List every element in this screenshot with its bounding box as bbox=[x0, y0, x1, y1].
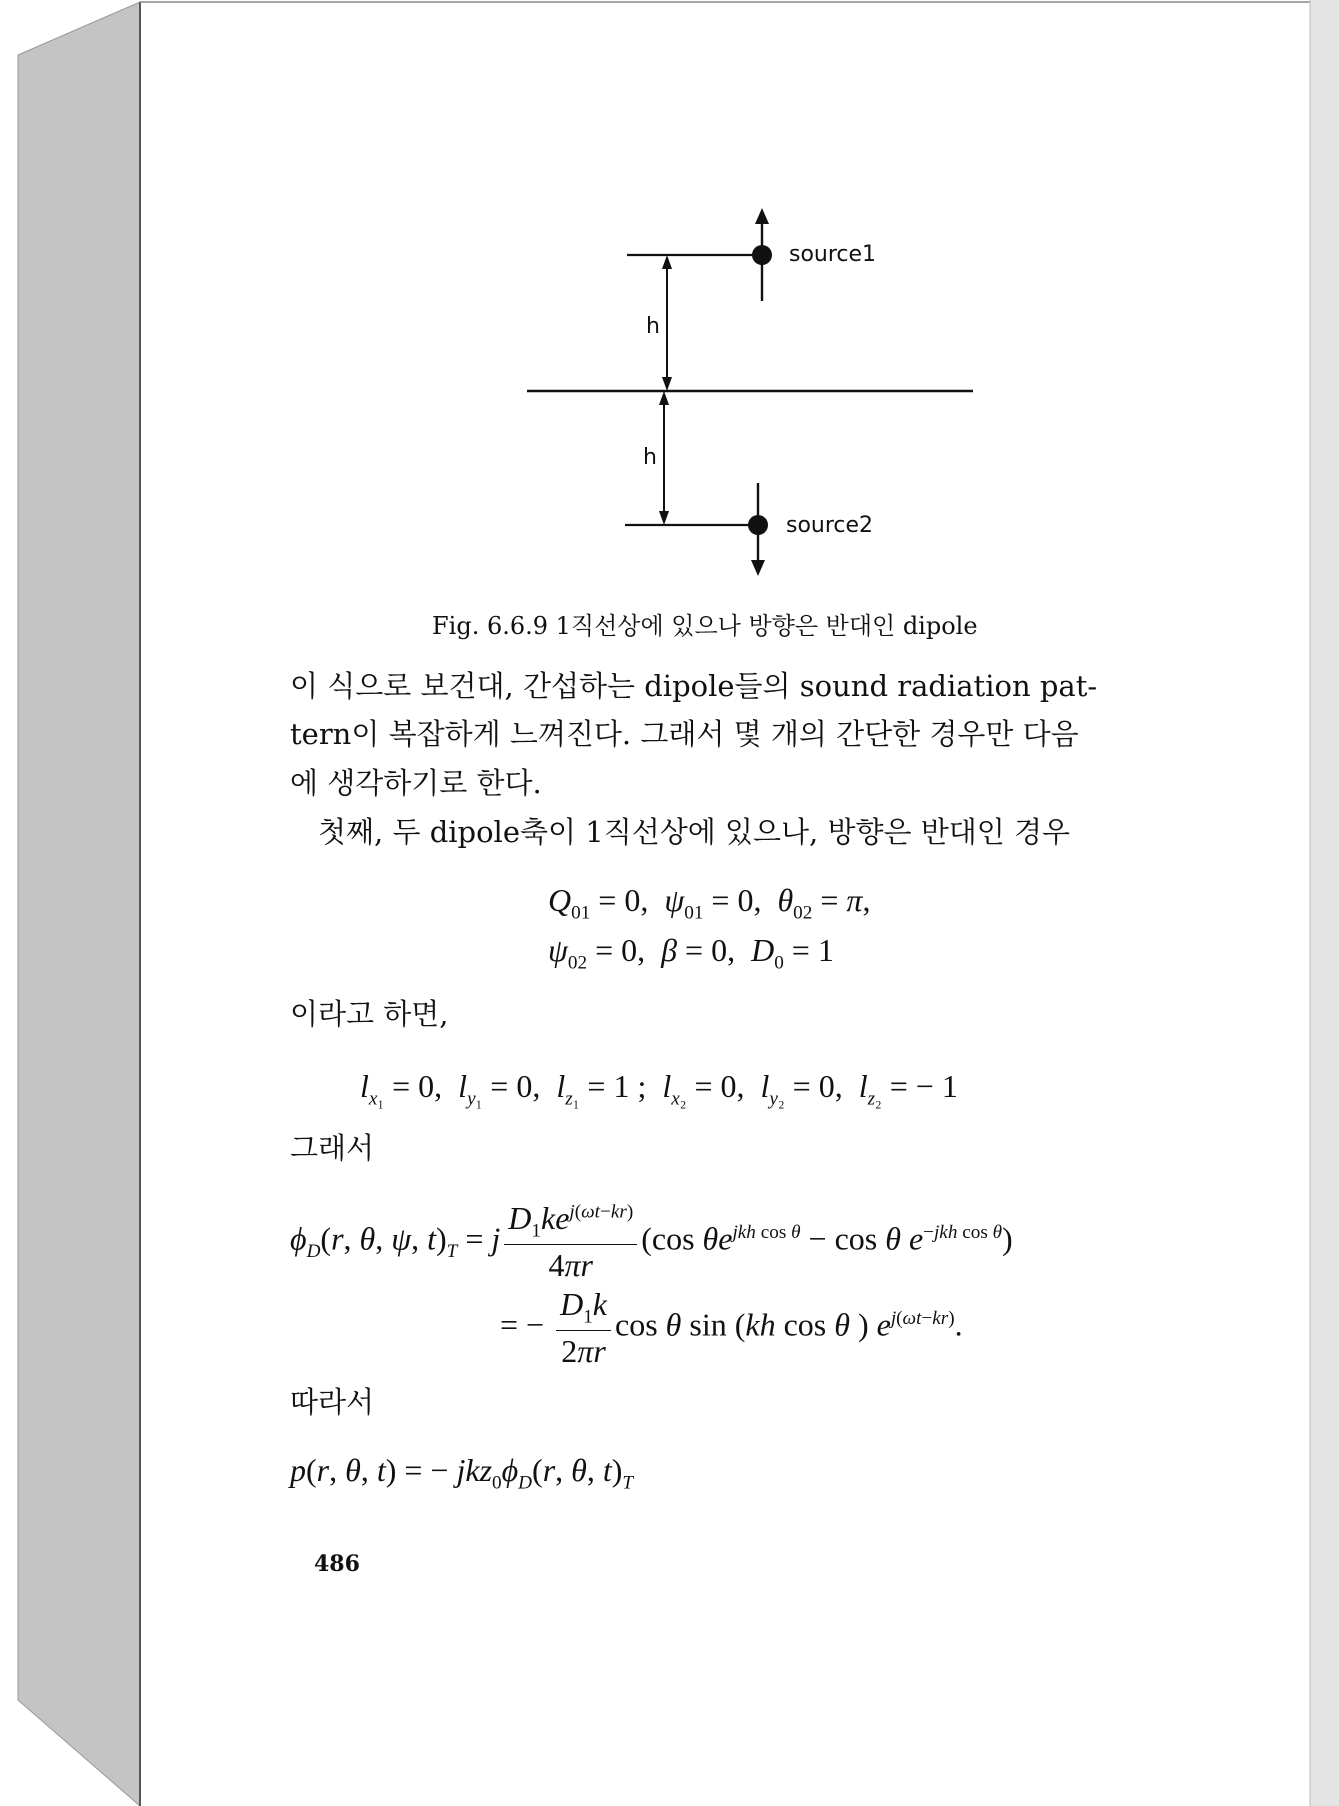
paragraph-line: 따라서 bbox=[290, 1385, 375, 1419]
book-spine-edge bbox=[18, 2, 140, 1806]
equation-parameters-2: $\psi_{02} = 0$, β = 0, $D_0 = 1$ bbox=[548, 932, 834, 974]
dipole-figure bbox=[500, 205, 1000, 585]
right-page-shadow bbox=[1310, 0, 1339, 1806]
paragraph-line: 이 식으로 보건대, 간섭하는 dipole들의 sound radiation pat- bbox=[290, 669, 1098, 703]
equation-parameters-1: $Q_{01} = 0$, $\psi_{01} = 0$, $\theta_{02} = \pi$, bbox=[548, 882, 871, 924]
figure-caption: Fig. 6.6.9 1직선상에 있으나 방향은 반대인 dipole bbox=[432, 612, 978, 640]
paragraph-line: 그래서 bbox=[290, 1131, 375, 1165]
source2-label: source2 bbox=[786, 513, 874, 538]
equation-pressure: p(r, θ, t) = − $jkz_0\phi_D(r$, θ, $t)_T$ bbox=[290, 1452, 634, 1494]
source1-label: source1 bbox=[789, 242, 877, 267]
source1-point bbox=[752, 245, 772, 265]
h-label-bottom: h bbox=[643, 445, 657, 470]
paragraph-line: 에 생각하기로 한다. bbox=[290, 766, 542, 800]
paragraph-line: 첫째, 두 dipole축이 1직선상에 있으나, 방향은 반대인 경우 bbox=[318, 815, 1070, 849]
equation-velocity-potential-simplified: = − $\frac{D_1k}{2\pi r}$ cos θ sin (kh cos θ ) $e^{j(\omega t-kr)}$. bbox=[500, 1286, 963, 1370]
equation-direction-cosines: $l_{x_1} = 0$, $l_{y_1} = 0$, $l_{z_1} = 1$ ; $l_{x_2} = 0$, $l_{y_2} = 0$, $l_{z_2}$ = − 1 bbox=[360, 1068, 958, 1110]
paragraph-line: tern이 복잡하게 느껴진다. 그래서 몇 개의 간단한 경우만 다음 bbox=[290, 717, 1079, 751]
equation-velocity-potential: $\phi_D(r$, θ, ψ, $t)_T = j$ $\frac{D_1ke^{j(\omega t-kr)}}{4\pi r}$ (cos $\theta e^{jkh cos \theta} - \cos \theta$ $e^{-jkh cos \theta}$) bbox=[290, 1200, 1013, 1284]
source2-point bbox=[748, 515, 768, 535]
h-label-top: h bbox=[646, 314, 660, 339]
page-number: 486 bbox=[314, 1551, 360, 1577]
paragraph-line: 이라고 하면, bbox=[290, 997, 449, 1031]
